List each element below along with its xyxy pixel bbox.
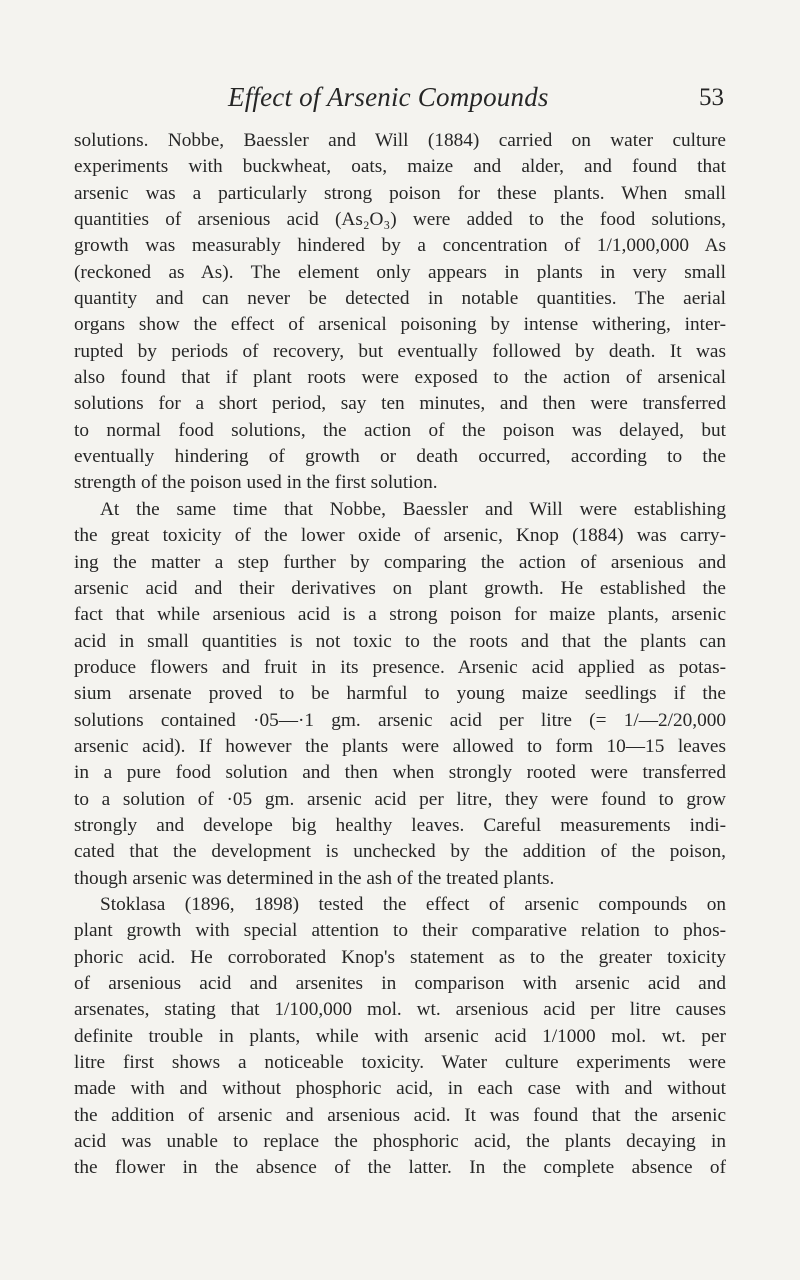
text-line: rupted by periods of recovery, but eventually followed by death. It was: [74, 340, 726, 362]
text-line: acid in small quantities is not toxic to the roots and that the plants can: [74, 630, 726, 652]
text-line: of arsenious acid and arsenites in comparison with arsenic acid and: [74, 973, 726, 994]
text-line: to normal food solutions, the action of the poison was delayed, but: [74, 419, 726, 441]
text-line: strength of the poison used in the first solution.: [74, 472, 438, 494]
text-line: solutions contained ·05—·1 gm. arsenic acid per litre (= 1/—2/20,000: [74, 709, 726, 731]
body-text: [74, 128, 726, 1182]
text-line: the great toxicity of the lower oxide of arsenic, Knop (1884) was carry-: [74, 525, 726, 547]
text-line: arsenates, stating that 1/100,000 mol. wt. arsenious acid per litre causes: [74, 999, 726, 1021]
page-header: [0, 82, 800, 122]
text-line: the addition of arsenic and arsenious acid. It was found that the arsenic: [74, 1104, 726, 1126]
text-line: solutions. Nobbe, Baessler and Will (1884) carried on water culture: [74, 130, 726, 151]
text-line: though arsenic was determined in the ash of the treated plants.: [74, 867, 555, 889]
text-line: to a solution of ·05 gm. arsenic acid per litre, they were found to grow: [74, 788, 726, 810]
text-line: also found that if plant roots were exposed to the action of arsenical: [74, 367, 726, 389]
text-line: quantity and can never be detected in notable quantities. The aerial: [74, 288, 726, 310]
text-line: (reckoned as As). The element only appears in plants in very small: [74, 261, 726, 283]
text-line: acid was unable to replace the phosphoric acid, the plants decaying in: [74, 1131, 726, 1153]
page-number: 53: [699, 84, 724, 111]
text-line: growth was measurably hindered by a concentration of 1/1,000,000 As: [74, 235, 726, 257]
text-line: strongly and develope big healthy leaves. Careful measurements indi-: [74, 814, 726, 836]
text-line: cated that the development is unchecked by the addition of the poison,: [74, 841, 726, 863]
text-line: eventually hindering of growth or death occurred, according to the: [74, 446, 726, 468]
text-line: litre first shows a noticeable toxicity. Water culture experiments were: [74, 1052, 726, 1074]
text-line: in a pure food solution and then when strongly rooted were transferred: [74, 762, 726, 784]
text-line: plant growth with special attention to their comparative relation to phos-: [74, 920, 726, 942]
text-line: produce flowers and fruit in its presence. Arsenic acid applied as potas-: [74, 656, 726, 678]
text-line: phoric acid. He corroborated Knop's statement as to the greater toxicity: [74, 946, 726, 968]
running-title: Effect of Arsenic Compounds: [228, 82, 549, 112]
text-line: ing the matter a step further by comparing the action of arsenious and: [74, 551, 726, 573]
text-line: definite trouble in plants, while with arsenic acid 1/1000 mol. wt. per: [74, 1025, 726, 1047]
text-line: arsenic was a particularly strong poison for these plants. When small: [74, 182, 726, 204]
text-line: arsenic acid and their derivatives on plant growth. He established the: [74, 577, 726, 599]
text-line: Stoklasa (1896, 1898) tested the effect of arsenic compounds on: [100, 893, 726, 915]
text-line: organs show the effect of arsenical poisoning by intense withering, inter-: [74, 314, 726, 336]
text-line: quantities of arsenious acid (As₂O₃) were added to the food solutions,: [74, 209, 726, 231]
text-line: the flower in the absence of the latter. In the complete absence of: [74, 1157, 726, 1179]
text-line: solutions for a short period, say ten minutes, and then were transferred: [74, 393, 726, 415]
text-line: experiments with buckwheat, oats, maize and alder, and found that: [74, 156, 726, 178]
text-line: arsenic acid). If however the plants were allowed to form 10—15 leaves: [74, 735, 726, 757]
text-line: made with and without phosphoric acid, in each case with and without: [74, 1078, 726, 1100]
text-line: At the same time that Nobbe, Baessler and Will were establishing: [100, 498, 726, 520]
text-line: fact that while arsenious acid is a strong poison for maize plants, arsenic: [74, 604, 726, 626]
text-line: sium arsenate proved to be harmful to young maize seedlings if the: [74, 683, 726, 705]
